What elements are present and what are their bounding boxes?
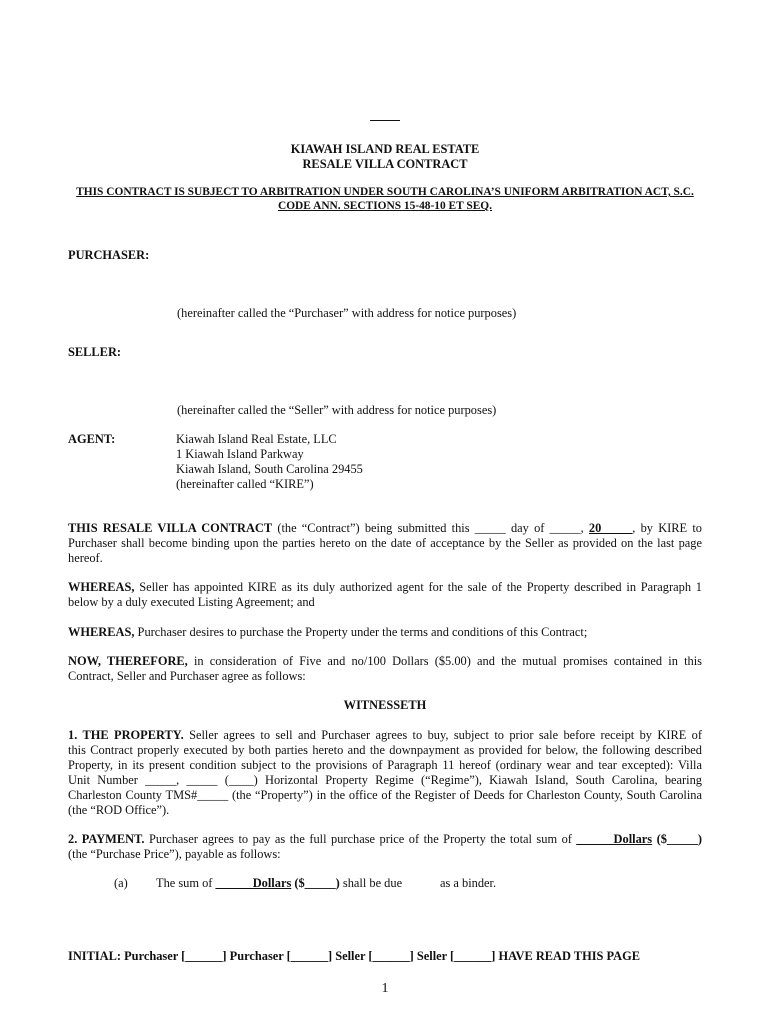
agent-line: Kiawah Island Real Estate, LLC: [176, 432, 337, 446]
intro-year: 20_____: [588, 521, 633, 535]
agent-label: AGENT:: [68, 432, 116, 446]
whereas-paragraph-2: WHEREAS, Purchaser desires to purchase the Property under the terms and conditions of this Contract;: [68, 625, 588, 639]
section-1-property: 1. THE PROPERTY. Seller agrees to sell and Purchaser agrees to buy, subject to prior sale before receipt by KIRE of this Contract properly executed by both parties hereto and the downpayment as provided for below, the following described Property, in its present condition subject to the provisions of Paragraph 11 hereof (ordinary wear and tear excepted): Villa Unit Number _____, _____ (____) Horizontal Property Regime (“Regime”), Kiawah Island, South Carolina, bearing Charleston County TMS#_____ (the “Property”) in the office of the Register of Deeds for Charleston County, South Carolina (the “ROD Office”).: [68, 728, 702, 817]
item-a-binder: as a binder.: [440, 876, 497, 890]
whereas-paragraph-1: WHEREAS, Seller has appointed KIRE as its duly authorized agent for the sale of the Property described in Paragraph 1 below by a duly executed Listing Agreement; and: [68, 580, 702, 609]
now-therefore-paragraph: NOW, THEREFORE, in consideration of Five and no/100 Dollars ($5.00) and the mutual promises contained in this Contract, Seller and Purchaser agree as follows:: [68, 654, 702, 683]
seller-label: SELLER:: [68, 345, 122, 359]
agent-line: Kiawah Island, South Carolina 29455: [176, 462, 363, 476]
agent-address: [176, 432, 363, 492]
intro-paragraph: THIS RESALE VILLA CONTRACT (the “Contract”) being submitted this _____ day of _____, 20_____, by KIRE to Purchaser shall become binding upon the parties hereto on the date of acceptance by the Seller as provided on the last page hereof.: [68, 521, 702, 565]
section-1-heading: 1. THE PROPERTY.: [68, 728, 184, 742]
witnesseth-heading: WITNESSETH: [343, 698, 427, 712]
title-line-1: KIAWAH ISLAND REAL ESTATE: [290, 142, 480, 156]
initials-line: INITIAL: Purchaser [______] Purchaser [______] Seller [______] Seller [______] HAVE READ THIS PAGE: [68, 949, 641, 963]
arbitration-notice-line-2: CODE ANN. SECTIONS 15-48-10 ET SEQ.: [277, 200, 493, 212]
blank-line-top: [370, 120, 400, 121]
item-a-label: (a): [114, 876, 128, 890]
section-2-payment: 2. PAYMENT. Purchaser agrees to pay as the full purchase price of the Property the total sum of ______Dollars ($_____) (the “Purchase Price”), payable as follows:: [68, 832, 702, 861]
agent-line: (hereinafter called “KIRE”): [176, 477, 314, 491]
purchaser-note: (hereinafter called the “Purchaser” with address for notice purposes): [177, 306, 517, 320]
section-2-heading: 2. PAYMENT.: [68, 832, 145, 846]
intro-lead: THIS RESALE VILLA CONTRACT: [68, 521, 273, 535]
seller-note: (hereinafter called the “Seller” with address for notice purposes): [177, 403, 497, 417]
item-a-text: The sum of ______Dollars ($_____) shall be due: [156, 876, 403, 890]
arbitration-notice-line-1: THIS CONTRACT IS SUBJECT TO ARBITRATION UNDER SOUTH CAROLINA’S UNIFORM ARBITRATION ACT, S.C.: [76, 186, 694, 198]
page-number: 1: [381, 981, 389, 996]
purchaser-label: PURCHASER:: [68, 248, 150, 262]
title-line-2: RESALE VILLA CONTRACT: [302, 157, 468, 171]
agent-line: 1 Kiawah Island Parkway: [176, 447, 304, 461]
